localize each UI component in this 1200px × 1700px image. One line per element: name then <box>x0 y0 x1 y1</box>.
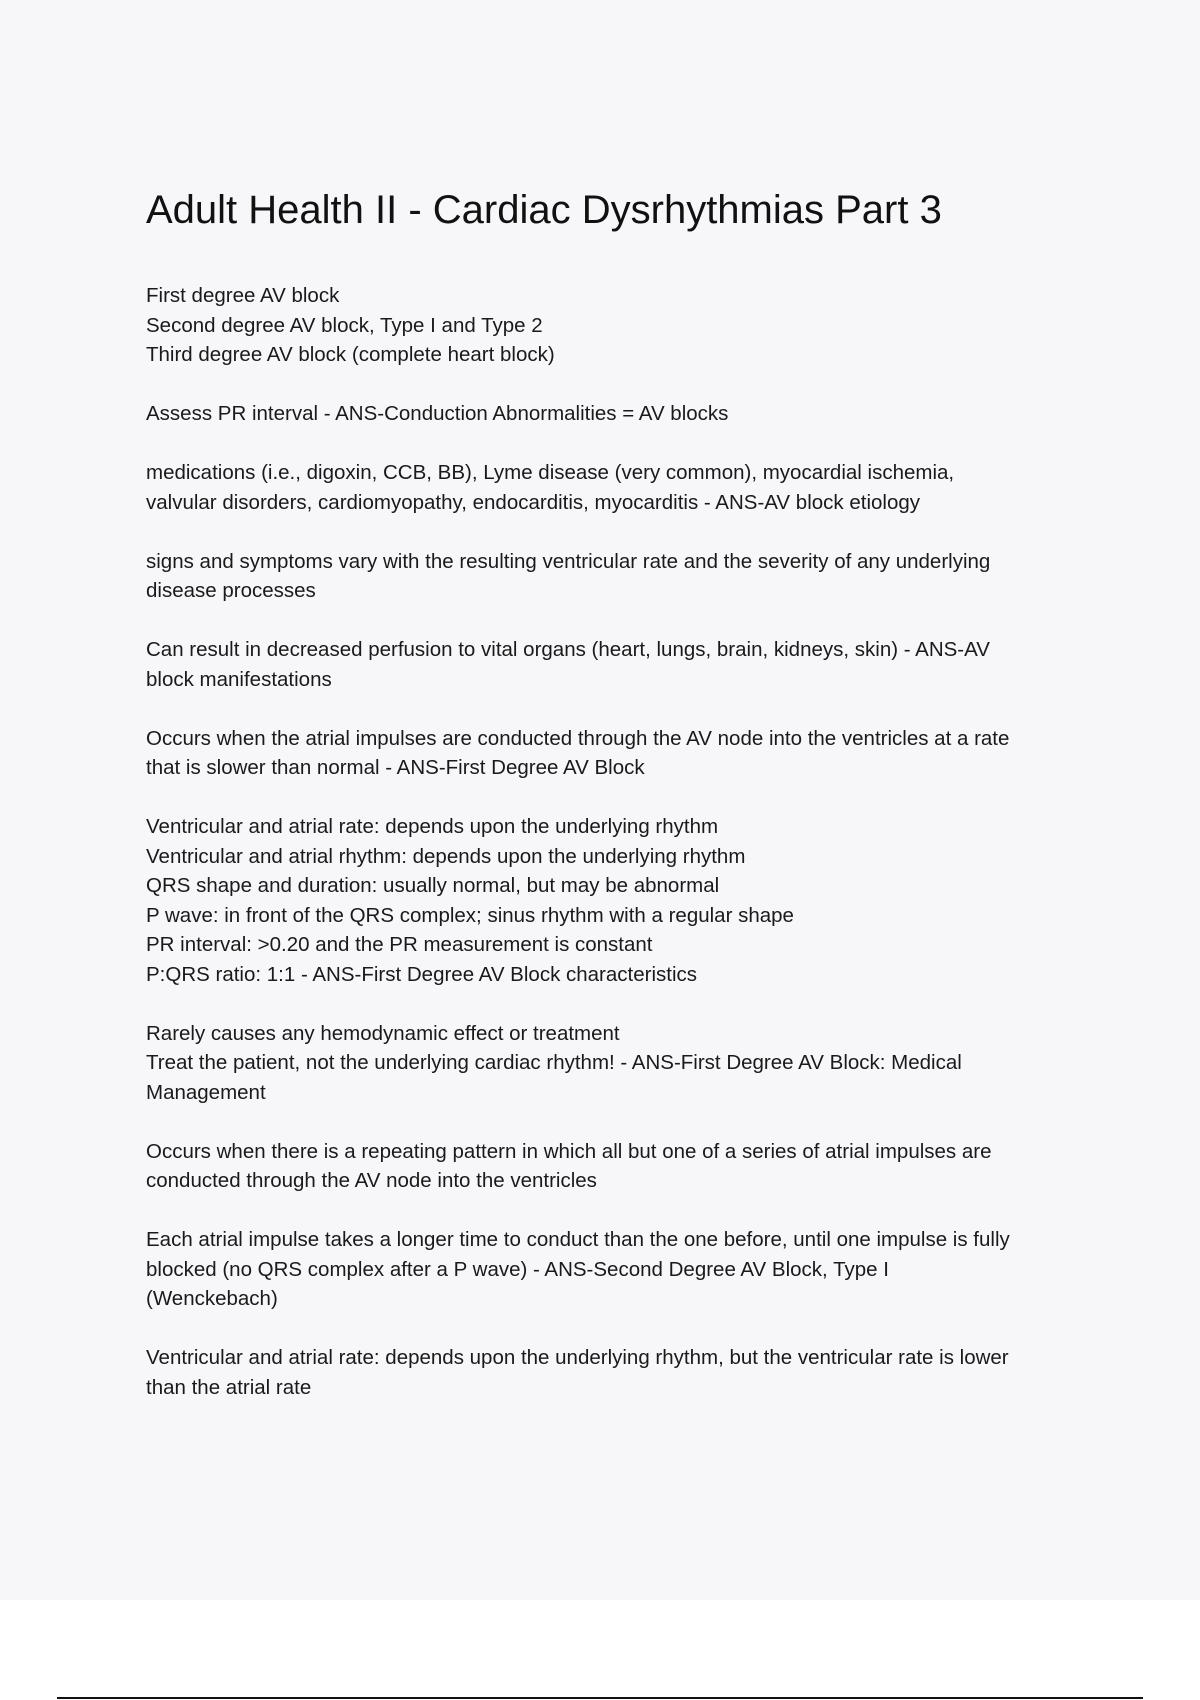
text-line: medications (i.e., digoxin, CCB, BB), Lyme disease (very common), myocardial ischemia, <box>146 461 955 484</box>
paragraph <box>146 1343 1091 1402</box>
text-line: P:QRS ratio: 1:1 - ANS-First Degree AV Block characteristics <box>146 962 698 986</box>
paragraph <box>146 399 1091 429</box>
text-line: Occurs when there is a repeating pattern in which all but one of a series of atrial impulses are <box>146 1139 992 1163</box>
paragraph <box>146 1137 1091 1196</box>
paragraph <box>146 547 1091 606</box>
text-line: than the atrial rate <box>146 1375 312 1399</box>
paragraph <box>146 724 1091 783</box>
paragraph <box>146 1019 1091 1108</box>
text-line: First degree AV block <box>146 284 340 307</box>
paragraph <box>146 281 1091 370</box>
text-line: PR interval: >0.20 and the PR measurement is constant <box>146 933 653 956</box>
text-line: Assess PR interval - ANS-Conduction Abnormalities = AV blocks <box>146 402 729 425</box>
text-line: QRS shape and duration: usually normal, but may be abnormal <box>146 874 720 897</box>
text-line: conducted through the AV node into the ventricles <box>146 1169 597 1192</box>
text-line: Occurs when the atrial impulses are conducted through the AV node into the ventricles at a rate <box>146 726 1010 750</box>
text-line: Rarely causes any hemodynamic effect or treatment <box>146 1021 620 1045</box>
text-line: Ventricular and atrial rate: depends upon the underlying rhythm, but the ventricular rate is lower <box>146 1346 1009 1369</box>
paragraph <box>146 458 1091 517</box>
text-line: signs and symptoms vary with the resulting ventricular rate and the severity of any underlying <box>146 549 991 573</box>
text-line: Management <box>146 1080 266 1104</box>
text-line: Second degree AV block, Type I and Type 2 <box>146 313 543 337</box>
paragraph <box>146 635 1091 694</box>
text-line: Third degree AV block (complete heart block) <box>146 343 555 366</box>
text-line: Ventricular and atrial rhythm: depends upon the underlying rhythm <box>146 844 746 868</box>
paragraph <box>146 1225 1091 1314</box>
text-line: disease processes <box>146 579 316 602</box>
paragraph <box>146 812 1091 989</box>
text-line: that is slower than normal - ANS-First Degree AV Block <box>146 756 645 779</box>
text-line: Can result in decreased perfusion to vital organs (heart, lungs, brain, kidneys, skin) - ANS-AV <box>146 638 990 661</box>
text-line: P wave: in front of the QRS complex; sinus rhythm with a regular shape <box>146 903 794 927</box>
footer-divider <box>57 1697 1143 1699</box>
text-line: Treat the patient, not the underlying cardiac rhythm! - ANS-First Degree AV Block: Medical <box>146 1051 962 1074</box>
text-line: Each atrial impulse takes a longer time to conduct than the one before, until one impulse is fully <box>146 1228 1010 1251</box>
text-line: block manifestations <box>146 667 332 691</box>
text-line: (Wenckebach) <box>146 1287 278 1310</box>
text-line: blocked (no QRS complex after a P wave) - ANS-Second Degree AV Block, Type I <box>146 1257 889 1281</box>
text-line: valvular disorders, cardiomyopathy, endocarditis, myocarditis - ANS-AV block etiology <box>146 490 921 514</box>
document-title: Adult Health II - Cardiac Dysrhythmias Part 3 <box>146 188 942 232</box>
paragraph-list <box>146 281 1091 1402</box>
document-content <box>146 186 1091 1432</box>
text-line: Ventricular and atrial rate: depends upon the underlying rhythm <box>146 815 719 838</box>
